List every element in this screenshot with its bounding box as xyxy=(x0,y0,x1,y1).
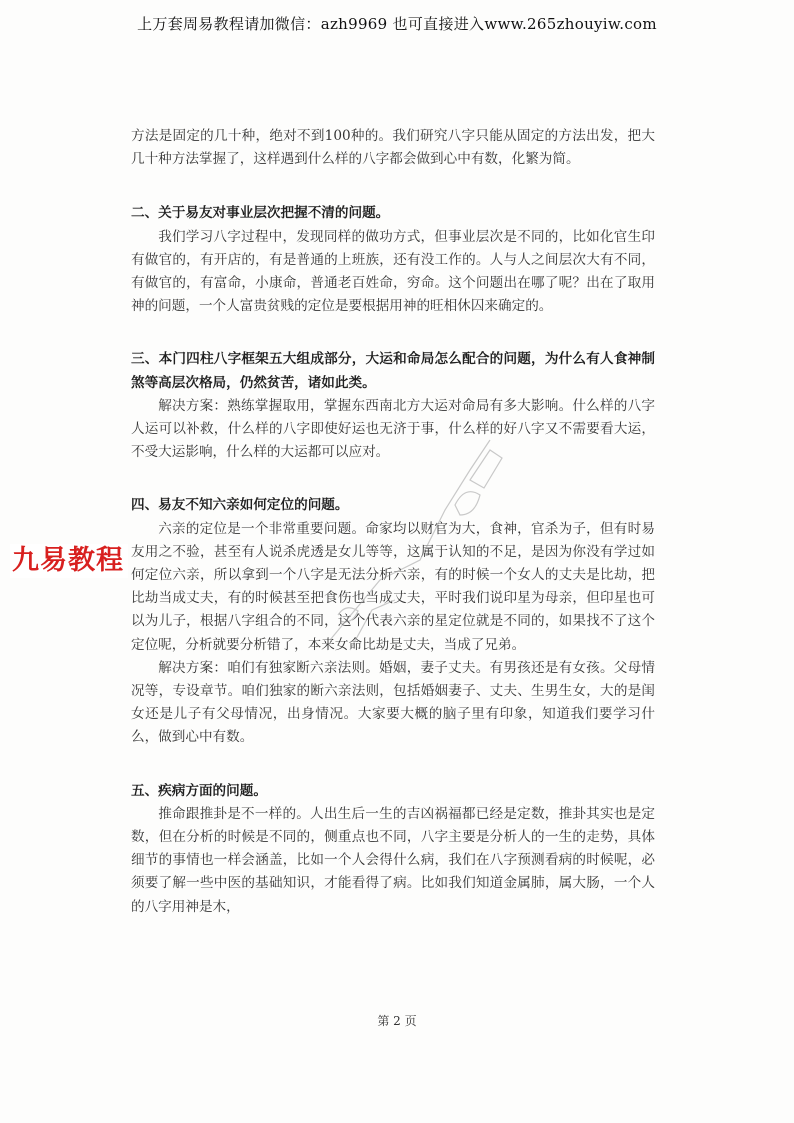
section-4-paragraph-2: 解决方案：咱们有独家断六亲法则。婚姻，妻子丈夫。有男孩还是有女孩。父母情况等，专设章节。咱们独家的断六亲法则，包括婚姻妻子、丈夫、生男生女，大的是闺女还是儿子有父母情况，出身情况。大家要大概的脑子里有印象，知道我们要学习什么，做到心中有数。 xyxy=(131,659,655,746)
spacer xyxy=(131,171,655,202)
watermark-logo: 九易教程 xyxy=(10,544,128,578)
spacer xyxy=(131,318,655,348)
section-5-paragraph: 推命跟推卦是不一样的。人出生后一生的吉凶祸福都已经是定数，推卦其实也是定数，但在分析的时候是不同的，侧重点也不同，八字主要是分析人的一生的走势，具体细节的事情也一样会涵盖，比如一个人会得什么病，我们在八字预测看病的时候呢，必须要了解一些中医的基础知识，才能看得了病。比如我们知道金属肺，属大肠，一个人的八字用神是木， xyxy=(131,805,655,915)
spacer xyxy=(131,464,655,494)
intro-paragraph: 方法是固定的几十种，绝对不到100种的。我们研究八字只能从固定的方法出发，把大几十种方法掌握了，这样遇到什么样的八字都会做到心中有数，化繁为简。 xyxy=(131,128,655,168)
spacer xyxy=(131,750,655,780)
section-2-heading: 二、关于易友对事业层次把握不清的问题。 xyxy=(131,205,390,222)
document-body xyxy=(131,125,655,919)
section-4-heading: 四、易友不知六亲如何定位的问题。 xyxy=(131,497,349,514)
section-5-heading: 五、疾病方面的问题。 xyxy=(131,782,267,799)
section-3-heading: 三、本门四柱八字框架五大组成部分，大运和命局怎么配合的问题，为什么有人食神制煞等高层次格局，仍然贫苦，诸如此类。 xyxy=(131,351,655,391)
section-3-paragraph: 解决方案：熟练掌握取用，掌握东西南北方大运对命局有多大影响。什么样的八字人运可以补救，什么样的八字即使好运也无济于事，什么样的好八字又不需要看大运，不受大运影响，什么样的大运都可以应对。 xyxy=(131,397,655,461)
section-4-paragraph-1: 六亲的定位是一个非常重要问题。命家均以财官为大，食神，官杀为子，但有时易友用之不验，甚至有人说杀虎透是女儿等等，这属于认知的不足，是因为你没有学过如何定位六亲，所以拿到一个八字是无法分析六亲，有的时候一个女人的丈夫是比劫，把比劫当成丈夫，有的时候甚至把食伤也当成丈夫，平时我们说印星为母亲，但印星也可以为儿子，根据八字组合的不同，这个代表六亲的星定位就是不同的，如果找不了这个定位呢，分析就要分析错了，本来女命比劫是丈夫，当成了兄弟。 xyxy=(131,520,655,653)
page-number: 第 2 页 xyxy=(377,1014,417,1028)
section-2-paragraph: 我们学习八字过程中，发现同样的做功方式，但事业层次是不同的，比如化官生印有做官的，有开店的，有是普通的上班族，还有没工作的。人与人之间层次大有不同，有做官的，有富命，小康命，普通老百姓命，穷命。这个问题出在哪了呢？出在了取用神的问题，一个人富贵贫贱的定位是要根据用神的旺相休囚来确定的。 xyxy=(131,228,655,315)
page-header: 上万套周易教程请加微信：azh9969 也可直接进入www.265zhouyiw.com xyxy=(137,15,657,33)
